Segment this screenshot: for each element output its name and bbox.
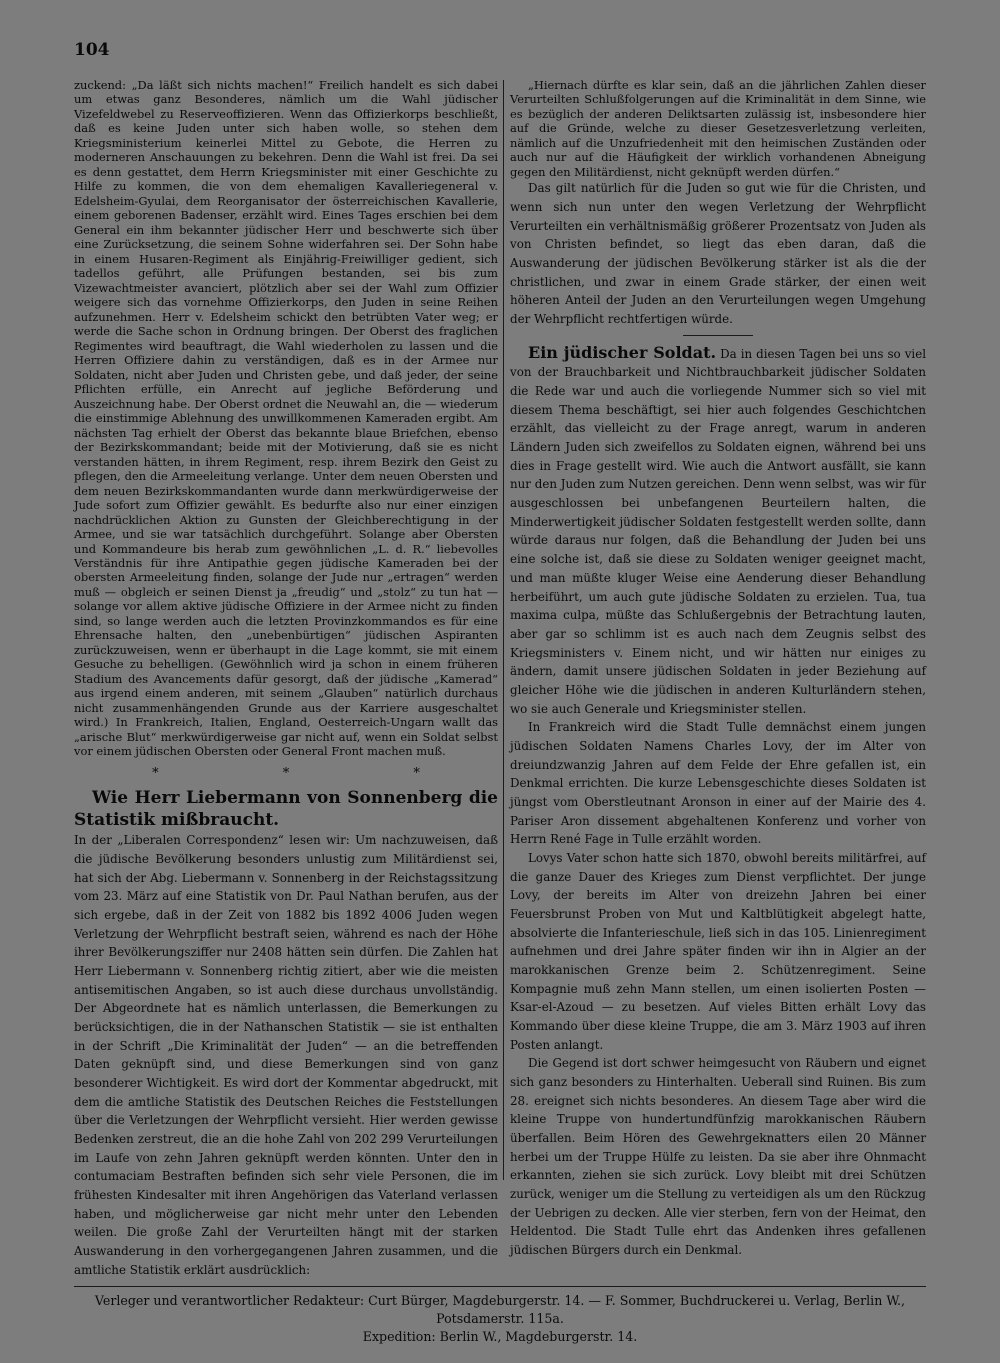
paragraph-gegend-raeuber: Die Gegend ist dort schwer heimgesucht von Räubern und eignet sich ganz besonders zu Hinterhalten. Ueberall sind Ruinen. Bis zum 28. ereignet sich nichts besonderes. An diesem Tage aber wird die kleine Truppe von hundertundfünfzig marokkanischen Räubern überfallen. Beim Hören des Gewehrgeknatters eilen 20 Männer herbei um der Truppe Hülfe zu leisten. Da sie aber ihre Ohnmacht erkannten, ziehen sie sich zurück. Lovy bleibt mit drei Schützen zurück, weniger um die Stellung zu verteidigen als um den Rückzug der Uebrigen zu decken. Alle vier sterben, fern von der Heimat, den Heldentod. Die Stadt Tulle ehrt das Andenken ihres gefallenen jüdischen Bürgers durch ein Denkmal.	[510, 1056, 926, 1258]
imprint-publisher-line: Verleger und verantwortlicher Redakteur: Curt Bürger, Magdeburgerstr. 14. — F. Sommer, Buchdruckerei u. Verlag, Berlin W., Potsdamerstr. 115a.	[94, 1293, 906, 1326]
imprint-footer	[74, 1292, 926, 1346]
article-body-liebermann: In der „Liberalen Correspondenz“ lesen wir: Um nachzuweisen, daß die jüdische Bevölkerung besonders unlustig zum Militärdienst sei, hat sich der Abg. Liebermann v. Sonnenberg in der Reichstagssitzung vom 23. März auf eine Statistik von Dr. Paul Nathan berufen, aus der sich ergebe, daß in der Zeit von 1882 bis 1892 4006 Juden wegen Verletzung der Wehrpflicht bestraft seien, während es nach der Höhe ihrer Bevölkerungsziffer nur 2408 hätten sein dürfen. Die Zahlen hat Herr Liebermann v. Sonnenberg richtig zitiert, aber wie die meisten antisemitischen Angaben, so ist auch diese durchaus unvollständig. Der Abgeordnete hat es nämlich unterlassen, die Bemerkungen zu berücksichtigen, die in der Nathanschen Statistik — sie ist enthalten in der Schrift „Die Kriminalität der Juden“ — an die betreffenden Daten geknüpft sind, und diese Bemerkungen sind von ganz besonderer Wichtigkeit. Es wird dort der Kommentar abgedruckt, mit dem die amtliche Statistik des Deutschen Reiches die Feststellungen über die Verletzungen der Wehrpflicht versieht. Hier werden gewisse Bedenken zerstreut, die an die hohe Zahl von 202 299 Verurteilungen im Laufe von zehn Jahren geknüpft werden könnten. Unter den in contumaciam Bestraften befinden sich sehr viele Personen, die im frühesten Kindesalter mit ihren Angehörigen das Vaterland verlassen haben, und möglicherweise gar nicht mehr unter den Lebenden weilen. Die große Zahl der Verurteilten hängt mit der starken Auswanderung in den vorhergegangenen Jahren zusammen, und die amtliche Statistik erklärt ausdrücklich:	[74, 833, 498, 1277]
section-separator-stars: * * *	[152, 765, 480, 781]
left-paragraph-edelsheim: zuckend: „Da läßt sich nichts machen!“ Freilich handelt es sich dabei um etwas ganz Besonderes, nämlich um die Wahl jüdischer Vizefeldwebel zu Reserveoffizieren. Wenn das Offizierkorps beschließt, daß es keine Juden unter sich haben wolle, so stehen dem Kriegsministerium keinerlei Mittel zu Gebote, die Herren zu moderneren Anschauungen zu bekehren. Denn die Wahl ist frei. Da sei es denn gestattet, dem Herrn Kriegsminister mit einer Geschichte zu Hilfe zu kommen, die von dem ehemaligen Kavalleriegeneral v. Edelsheim-Gyulai, dem Reorganisator der österreichischen Kavallerie, einem geborenen Badenser, erzählt wird. Eines Tages erschien bei dem General ein ihm bekannter jüdischer Herr und beschwerte sich über eine Zurücksetzung, die seinem Sohne widerfahren sei. Der Sohn habe in einem Husaren-Regiment als Einjährig-Freiwilliger gedient, sich tadellos geführt, alle Prüfungen bestanden, sei bis zum Vizewachtmeister avanciert, plötzlich aber sei der Wahl zum Offizier weigere sich das vornehme Offizierkorps, den Juden in seine Reihen aufzunehmen. Herr v. Edelsheim schickt den betrübten Vater weg; er werde die Sache schon in Ordnung bringen. Der Oberst des fraglichen Regimentes wird beauftragt, die Wahl wiederholen zu lassen und die Herren Offiziere dahin zu verständigen, daß es in der Armee nur Soldaten, nicht aber Juden und Christen gebe, und daß jeder, der seine Pflichten erfülle, ein Anrecht auf jegliche Beförderung und Auszeichnung habe. Der Oberst ordnet die Neuwahl an, die — wiederum die einstimmige Ablehnung des unwillkommenen Kameraden ergibt. Am nächsten Tag erhielt der Oberst das bekannte blaue Briefchen, ebenso der Bezirkskommandant; beide mit der Motivierung, daß sie es nicht verstanden hätten, in ihrem Regiment, resp. ihrem Bezirk den Geist zu pflegen, den die Armeeleitung verlange. Unter dem neuen Obersten und dem neuen Bezirkskommandanten wurde dann merkwürdigerweise der Jude sofort zum Offizier gewählt. Es bedurfte also nur einer einzigen nachdrücklichen Aktion zu Gunsten der Gleichberechtigung in der Armee, und sie war tatsächlich durchgeführt. Solange aber Obersten und Kommandeure bis herab zum gewöhnlichen „L. d. R.“ liebevolles Verständnis für ihre Antipathie gegen jüdische Kameraden bei der obersten Armeeleitung finden, solange der Jude nur „ertragen“ werden muß — obgleich er seinen Dienst ja „freudig“ und „stolz“ zu tun hat — solange vor allem aktive jüdische Offiziere in der Armee nicht zu finden sind, so lange werden auch die letzten Provinzkommandos es für eine Ehrensache halten, den „unebenbürtigen“ jüdischen Aspiranten zurückzuweisen, wenn er überhaupt in die Lage kommt, sie mit einem Gesuche zu behelligen. (Gewöhnlich wird ja schon in einem früheren Stadium des Avancements dafür gesorgt, daß der jüdische „Kamerad“ aus irgend einem anderen, mit seinem „Glauben“ natürlich durchaus nicht zusammenhängenden Grunde aus der Karriere ausgeschaltet wird.) In Frankreich, Italien, England, Oesterreich-Ungarn wallt das „arische Blut“ merkwürdigerweise gar nicht auf, wenn ein Soldat selbst vor einem jüdischen Obersten oder General Front machen muß.	[74, 78, 498, 759]
imprint-expedition-line: Expedition: Berlin W., Magdeburgerstr. 14.	[362, 1329, 638, 1344]
column-divider	[503, 80, 504, 1180]
article-juedischer-soldat	[510, 344, 926, 718]
article-body-soldat: Da in diesen Tagen bei uns so viel von der Brauchbarkeit und Nichtbrauchbarkeit jüdischer Soldaten die Rede war und auch die vorliegende Nummer sich so viel mit diesem Thema beschäftigt, sei hier auch folgendes Geschichtchen erzählt, das vielleicht zu der Frage anregt, warum in anderen Ländern Juden sich zweifellos zu Soldaten eignen, während bei uns dies in Frage gestellt wird. Wie auch die Antwort ausfällt, sie kann nur den Juden zum Nutzen gereichen. Denn wenn selbst, was wir für ausgeschlossen bei unbefangenen Beurteilern halten, die Minderwertigkeit jüdischer Soldaten festgestellt werden sollte, dann würde daraus nur folgen, daß die Behandlung der Juden bei uns eine solche ist, daß sie diese zu Soldaten weniger geeignet macht, und man müßte kluger Weise eine Aenderung dieser Behandlung herbeiführt, um auch gute jüdische Soldaten zu erzielen. Tua, tua maxima culpa, müßte das Schlußergebnis der Betrachtung lauten, aber gar so schlimm ist es auch nach dem Zeugnis selbst des Kriegsministers v. Einem nicht, und wir hätten nur einiges zu ändern, damit unsere jüdischen Soldaten in jeder Beziehung auf gleicher Höhe wie die jüdischen in anderen Kulturländern stehen, wo sie auch Generale und Kriegsminister stellen.	[510, 346, 926, 716]
article-headline-liebermann: Wie Herr Liebermann von Sonnenberg die Statistik mißbraucht.	[74, 788, 498, 831]
paragraph-lovy-vater: Lovys Vater schon hatte sich 1870, obwohl bereits militärfrei, auf die ganze Dauer des Krieges zum Dienst verpflichtet. Der junge Lovy, der bereits im Alter von dreizehn Jahren bei einer Feuersbrunst Proben von Mut und Kaltblütigkeit abgelegt hatte, absolvierte die Infanterieschule, ließ sich in das 105. Linienregiment aufnehmen und drei Jahre später finden wir ihn in Algier an der marokkanischen Grenze beim 2. Schützenregiment. Seine Kompagnie muß zehn Mann stellen, um einen isolierten Posten — Ksar-el-Azoud — zu besetzen. Auf vieles Bitten erhält Lovy das Kommando über diese kleine Truppe, die am 3. März 1903 auf ihren Posten anlangt.	[510, 850, 926, 1052]
article-heading-soldat: Ein jüdischer Soldat.	[528, 342, 717, 362]
right-body	[510, 179, 926, 1259]
section-rule	[683, 335, 753, 336]
statistik-quote: „Hiernach dürfte es klar sein, daß an die jährlichen Zahlen dieser Verurteilten Schlußfolgerungen auf die Kriminalität in dem Sinne, wie es bezüglich der anderen Deliktsarten zulässig ist, insbesondere hier auf die Gründe, welche zu dieser Gesetzesverletzung verleiten, nämlich auf die Unzufriedenheit mit den heimischen Zuständen oder auch nur auf die Häufigkeit der wirklich vorhandenen Abneigung gegen den Militärdienst, nicht geknüpft werden dürfen.“	[510, 78, 926, 179]
right-column	[510, 78, 926, 1260]
footer-rule	[74, 1286, 926, 1287]
article-liebermann	[74, 787, 498, 1279]
paragraph-frankreich-tulle: In Frankreich wird die Stadt Tulle demnächst einem jungen jüdischen Soldaten Namens Charles Lovy, der im Alter von dreiundzwanzig Jahren auf dem Felde der Ehre gefallen ist, ein Denkmal errichten. Die kurze Lebensgeschichte dieses Soldaten ist jüngst vom Oberstleutnant Aronson in einer auf der Mairie des 4. Pariser Aron dissement abgehaltenen Konferenz und vorher von Herrn René Fage in Tulle erzählt worden.	[510, 720, 926, 847]
page-number: 104	[74, 40, 110, 60]
left-column	[74, 78, 498, 1279]
paragraph-christen-juden: Das gilt natürlich für die Juden so gut wie für die Christen, und wenn sich nun unter den wegen Verletzung der Wehrpflicht Verurteilten ein verhältnismäßig größerer Prozentsatz von Juden als von Christen befindet, so liegt das eben daran, daß die Auswanderung der jüdischen Bevölkerung stärker ist als die der christlichen, und zwar in einem Grade stärker, der einen weit höheren Anteil der Juden an den Verurteilungen wegen Umgehung der Wehrpflicht rechtfertigen würde.	[510, 181, 926, 327]
